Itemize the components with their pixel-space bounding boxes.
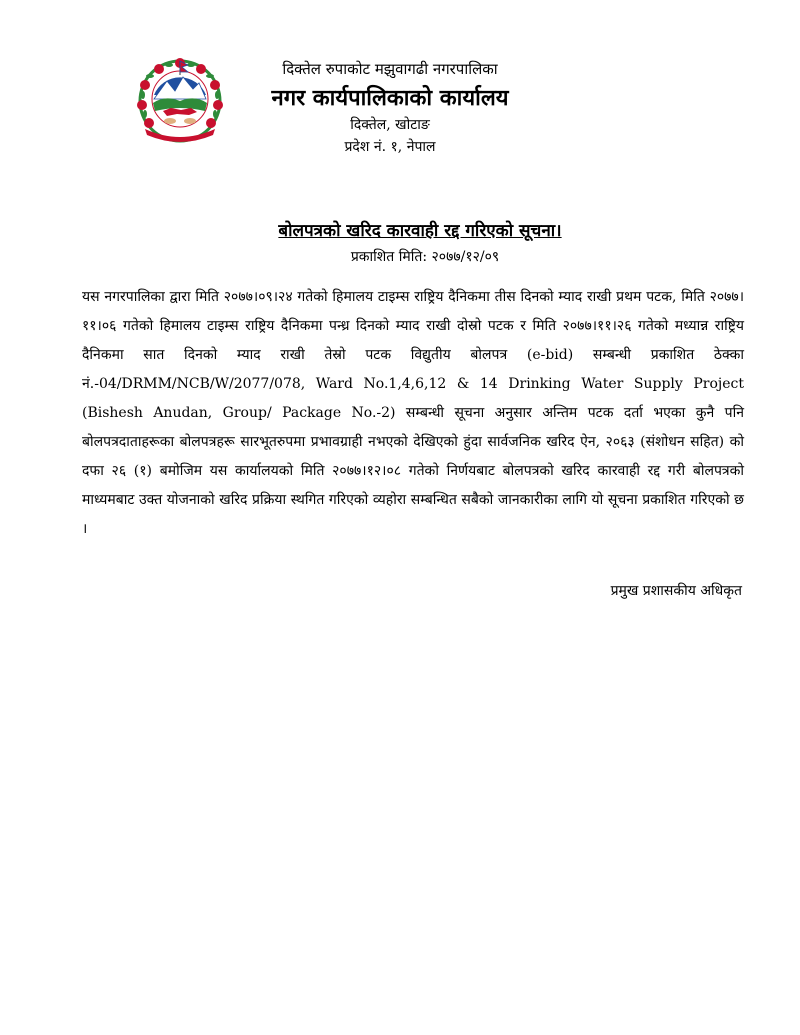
notice-heading <box>180 218 660 268</box>
published-date: प्रकाशित मिति: २०७७/१२/०९ <box>350 249 500 265</box>
address-line-1: दिक्तेल, खोटाङ <box>350 117 430 133</box>
signatory-title: प्रमुख प्रशासकीय अधिकृत <box>610 583 742 599</box>
letterhead <box>240 58 540 158</box>
notice-title: बोलपत्रको खरिद कारवाही रद्द गरिएको सूचना। <box>278 221 562 241</box>
notice-body: यस नगरपालिका द्वारा मिति २०७७।०९।२४ गतेको हिमालय टाइम्स राष्ट्रिय दैनिकमा तीस दिनको म्याद राखी प्रथम पटक, मिति २०७७।११।०६ गतेको हिमालय टाइम्स राष्ट्रिय दैनिकमा पन्ध्र दिनको म्याद राखी दोस्रो पटक र मिति २०७७।११।२६ गतेको मध्यान्न राष्ट्रिय दैनिकमा सात दिनको म्याद राखी तेस्रो पटक विद्युतीय बोलपत्र (e-bid) सम्बन्धी प्रकाशित ठेक्का नं.-04/DRMM/NCB/W/2077/078, Ward No.1,4,6,12 & 14 Drinking Water Supply Project (Bishesh Anudan, Group/ Package No.-2) सम्बन्धी सूचना अनुसार अन्तिम पटक दर्ता भएका कुनै पनि बोलपत्रदाताहरूका बोलपत्रहरू सारभूतरुपमा प्रभावग्राही नभएको देखिएको हुंदा सार्वजनिक खरिद ऐन, २०६३ (संशोधन सहित) को दफा २६ (१) बमोजिम यस कार्यालयको मिति २०७७।१२।०८ गतेको निर्णयबाट बोलपत्रको खरिद कारवाही रद्द गरी बोलपत्रको माध्यमबाट उक्त योजनाको खरिद प्रक्रिया स्थगित गरिएको व्यहोरा सम्बन्धित सबैको जानकारीका लागि यो सूचना प्रकाशित गरिएको छ । <box>82 289 744 537</box>
nepal-government-emblem-icon <box>135 55 225 145</box>
municipality-name: दिक्तेल रुपाकोट मझुवागढी नगरपालिका <box>282 60 498 78</box>
office-name: नगर कार्यपालिकाको कार्यालय <box>271 85 509 111</box>
address-line-2: प्रदेश नं. १, नेपाल <box>344 139 436 155</box>
